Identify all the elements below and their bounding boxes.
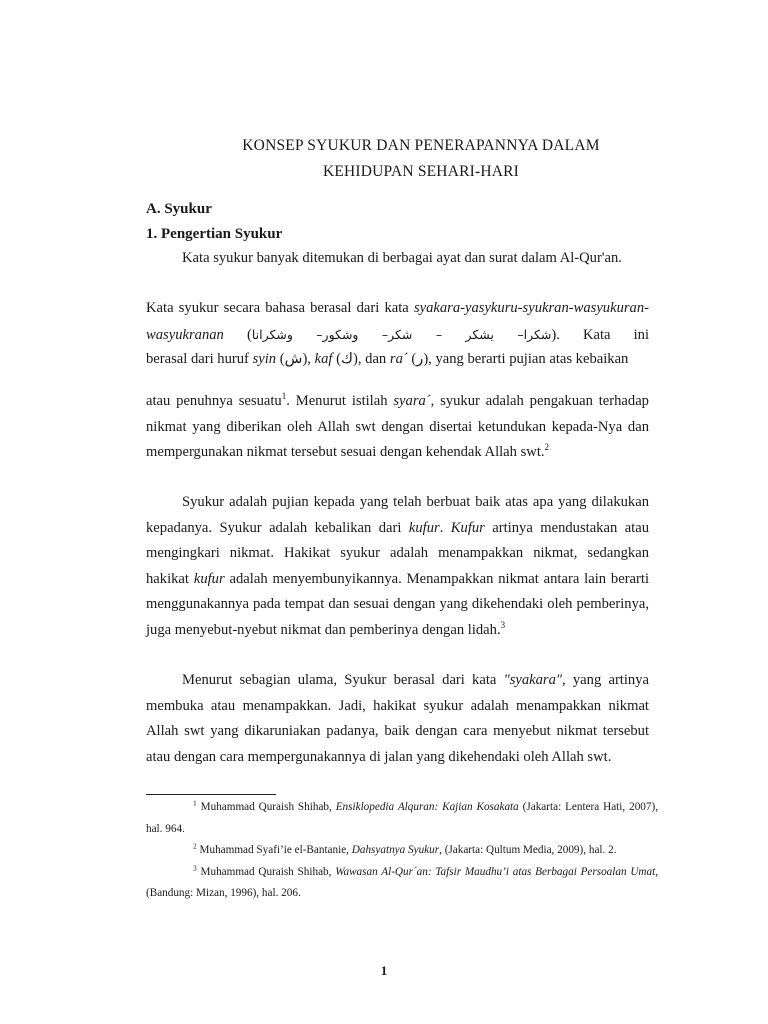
document-title-line-2: KEHIDUPAN SEHARI-HARI — [322, 163, 520, 180]
p5-text-g: adalah menyembunyikannya. Menampakkan nikmat antara lain berarti menggunakannya pada tempat dan sesuai dengan yang dikehendaki oleh pemberinya, juga menyebut-nyebut nikmat dan pemberinya dengan lidah. — [146, 570, 650, 638]
subsection-heading-1: 1. Pengertian Syukur — [146, 226, 283, 242]
paragraph-3 — [146, 348, 649, 370]
footnote-2-author: Muhammad Syafi’ie el-Bantanie, — [196, 844, 352, 856]
paragraph-1: Kata syukur banyak ditemukan di berbagai ayat dan surat dalam Al-Qur'an. — [182, 250, 622, 266]
footnote-1-number: 1 — [193, 798, 197, 808]
p5-kufur-1: kufur — [408, 519, 440, 536]
footnote-1-author: Muhammad Quraish Shihab, — [196, 801, 336, 813]
p2-text-a: Kata syukur secara bahasa berasal dari kata — [146, 300, 414, 316]
p3-syin: syin — [252, 351, 277, 367]
p6-text-a: Menurut sebagian ulama, Syukur berasal dari kata — [182, 672, 504, 688]
footnote-3-publication: , (Bandung: Mizan, 1996), hal. 206. — [146, 865, 658, 899]
p5-text-c: . — [439, 519, 451, 536]
footnote-ref-3[interactable]: 3 — [500, 619, 506, 630]
section-heading-a: A. Syukur — [146, 201, 212, 217]
footnote-2 — [146, 840, 658, 862]
p2-text-d: ). Kata ini — [551, 326, 649, 343]
footnote-ref-2[interactable]: 2 — [544, 442, 550, 453]
footnote-1-publication: (Jakarta: Lentera Hati, 2007), hal. 964. — [146, 801, 658, 835]
footnote-2-title: Dahsyatnya Syukur — [351, 844, 440, 856]
paragraph-4-block — [146, 389, 649, 466]
paragraph-5-block — [146, 490, 649, 643]
p4-syara: syara´ — [393, 393, 431, 409]
paragraph-4 — [146, 389, 649, 466]
p3-text-b: (ش), — [276, 351, 315, 367]
footnote-3-number: 3 — [193, 862, 197, 872]
p6-text-c: , yang artinya membuka atau menampakkan. Jadi, hakikat syukur adalah menampakkan nikmat Allah swt yang dikaruniakan padanya, baik dengan cara menyebut nikmat tersebut atau dengan cara mempergunakannya di jalan yang dikehendaki oleh Allah swt. — [146, 672, 649, 765]
footnote-3 — [146, 862, 658, 905]
footnote-1-title: Ensiklopedia Alquran: Kajian Kosakata — [335, 801, 519, 813]
footnote-1 — [146, 797, 658, 840]
paragraph-3-block — [146, 348, 649, 370]
paragraph-2 — [146, 296, 649, 348]
paragraph-5 — [146, 490, 649, 643]
p4-text-a: atau penuhnya sesuatu — [146, 393, 282, 409]
p4-text-d: , syukur adalah pengakuan terhadap nikmat yang diberikan oleh Allah swt dengan disertai ketundukan kepada-Nya dan mempergunakan nikmat tersebut sesuai dengan kehendak Allah swt. — [146, 393, 649, 460]
p3-text-a: berasal dari huruf — [146, 351, 253, 367]
p2-transliteration: syakara-yasykuru-syukran-wasyukuran-wasyukranan — [146, 300, 649, 343]
footnote-3-author: Muhammad Quraish Shihab, — [196, 865, 336, 878]
p5-kufur-3: kufur — [193, 570, 225, 587]
paragraph-6 — [146, 668, 649, 770]
p4-text-b: . Menurut istilah — [286, 393, 394, 409]
p2-arabic: شكرا– يشكر – شكر– وشكور– وشكرانا — [251, 326, 552, 342]
footnote-ref-1[interactable]: 1 — [281, 391, 287, 402]
p3-text-c: (ك), dan — [332, 351, 390, 367]
paragraph-2-block — [146, 296, 649, 348]
p5-kufur-2: Kufur — [450, 519, 485, 536]
footnote-2-number: 2 — [193, 841, 197, 851]
footnote-3-title: Wawasan Al-Qur´an: Tafsir Maudhu’i atas Berbagai Persoalan Umat — [335, 865, 656, 878]
paragraph-1-block — [146, 246, 649, 272]
footnote-2-publication: , (Jakarta: Qultum Media, 2009), hal. 2. — [439, 844, 617, 856]
page-number: 1 — [380, 963, 388, 978]
p5-text-e: artinya mendustakan atau mengingkari nikmat. Hakikat syukur adalah menampakkan nikmat, sedangkan hakikat — [146, 519, 649, 587]
p3-text-d: (ر), yang berarti pujian atas kebaikan — [407, 351, 629, 367]
footnote-separator — [146, 794, 276, 795]
p3-ra: ra´ — [389, 351, 408, 367]
p2-text-c: ( — [223, 326, 252, 343]
document-title-line-1: KONSEP SYUKUR DAN PENERAPANNYA DALAM — [242, 137, 600, 154]
p6-syakara: "syakara" — [503, 672, 563, 688]
p5-text-a: Syukur adalah pujian kepada yang telah berbuat baik atas apa yang dilakukan kepadanya. Syukur adalah kebalikan dari — [146, 494, 649, 536]
p3-kaf: kaf — [314, 351, 333, 367]
footnotes — [146, 797, 658, 905]
paragraph-6-block — [146, 668, 649, 770]
